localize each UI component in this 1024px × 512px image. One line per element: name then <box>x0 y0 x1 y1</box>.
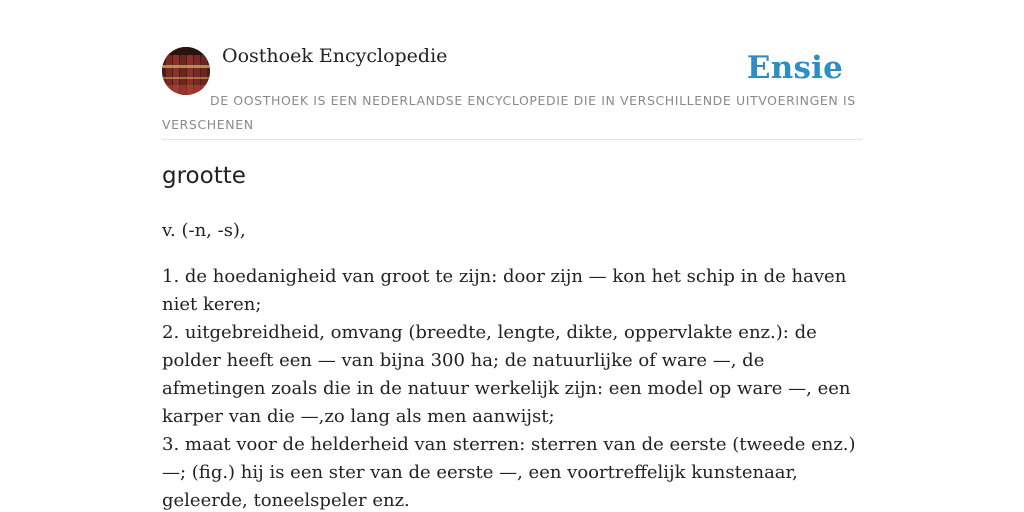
site-header <box>162 0 862 140</box>
entry-definitions <box>162 263 862 512</box>
definition-item: 3. maat voor de helderheid van sterren: sterren van de eerste (tweede enz.) —; (fig.) hij is een ster van de eerste —, een voortreffelijk kunstenaar, geleerde, toneelspeler enz. <box>162 434 856 511</box>
definition-item: 1. de hoedanigheid van groot te zijn: door zijn — kon het schip in de haven niet keren; <box>162 266 847 315</box>
ensie-logo-link[interactable]: Ensie <box>746 50 843 86</box>
entry-grammar: v. (-n, -s), <box>162 220 246 241</box>
page <box>162 0 862 511</box>
entry-title: grootte <box>162 163 246 189</box>
site-tagline: DE OOSTHOEK IS EEN NEDERLANDSE ENCYCLOPEDIE DIE IN VERSCHILLENDE UITVOERINGEN IS VERSCHENEN <box>162 93 856 132</box>
definition-item: 2. uitgebreidheid, omvang (breedte, lengte, dikte, oppervlakte enz.): de polder heeft een — van bijna 300 ha; de natuurlijke of ware —, de afmetingen zoals die in de natuur werkelijk zijn: een model op ware —, een karper van die —,zo lang als men aanwijst; <box>162 322 851 427</box>
site-name-link[interactable]: Oosthoek Encyclopedie <box>222 45 448 67</box>
book-spines-icon[interactable] <box>162 47 210 95</box>
